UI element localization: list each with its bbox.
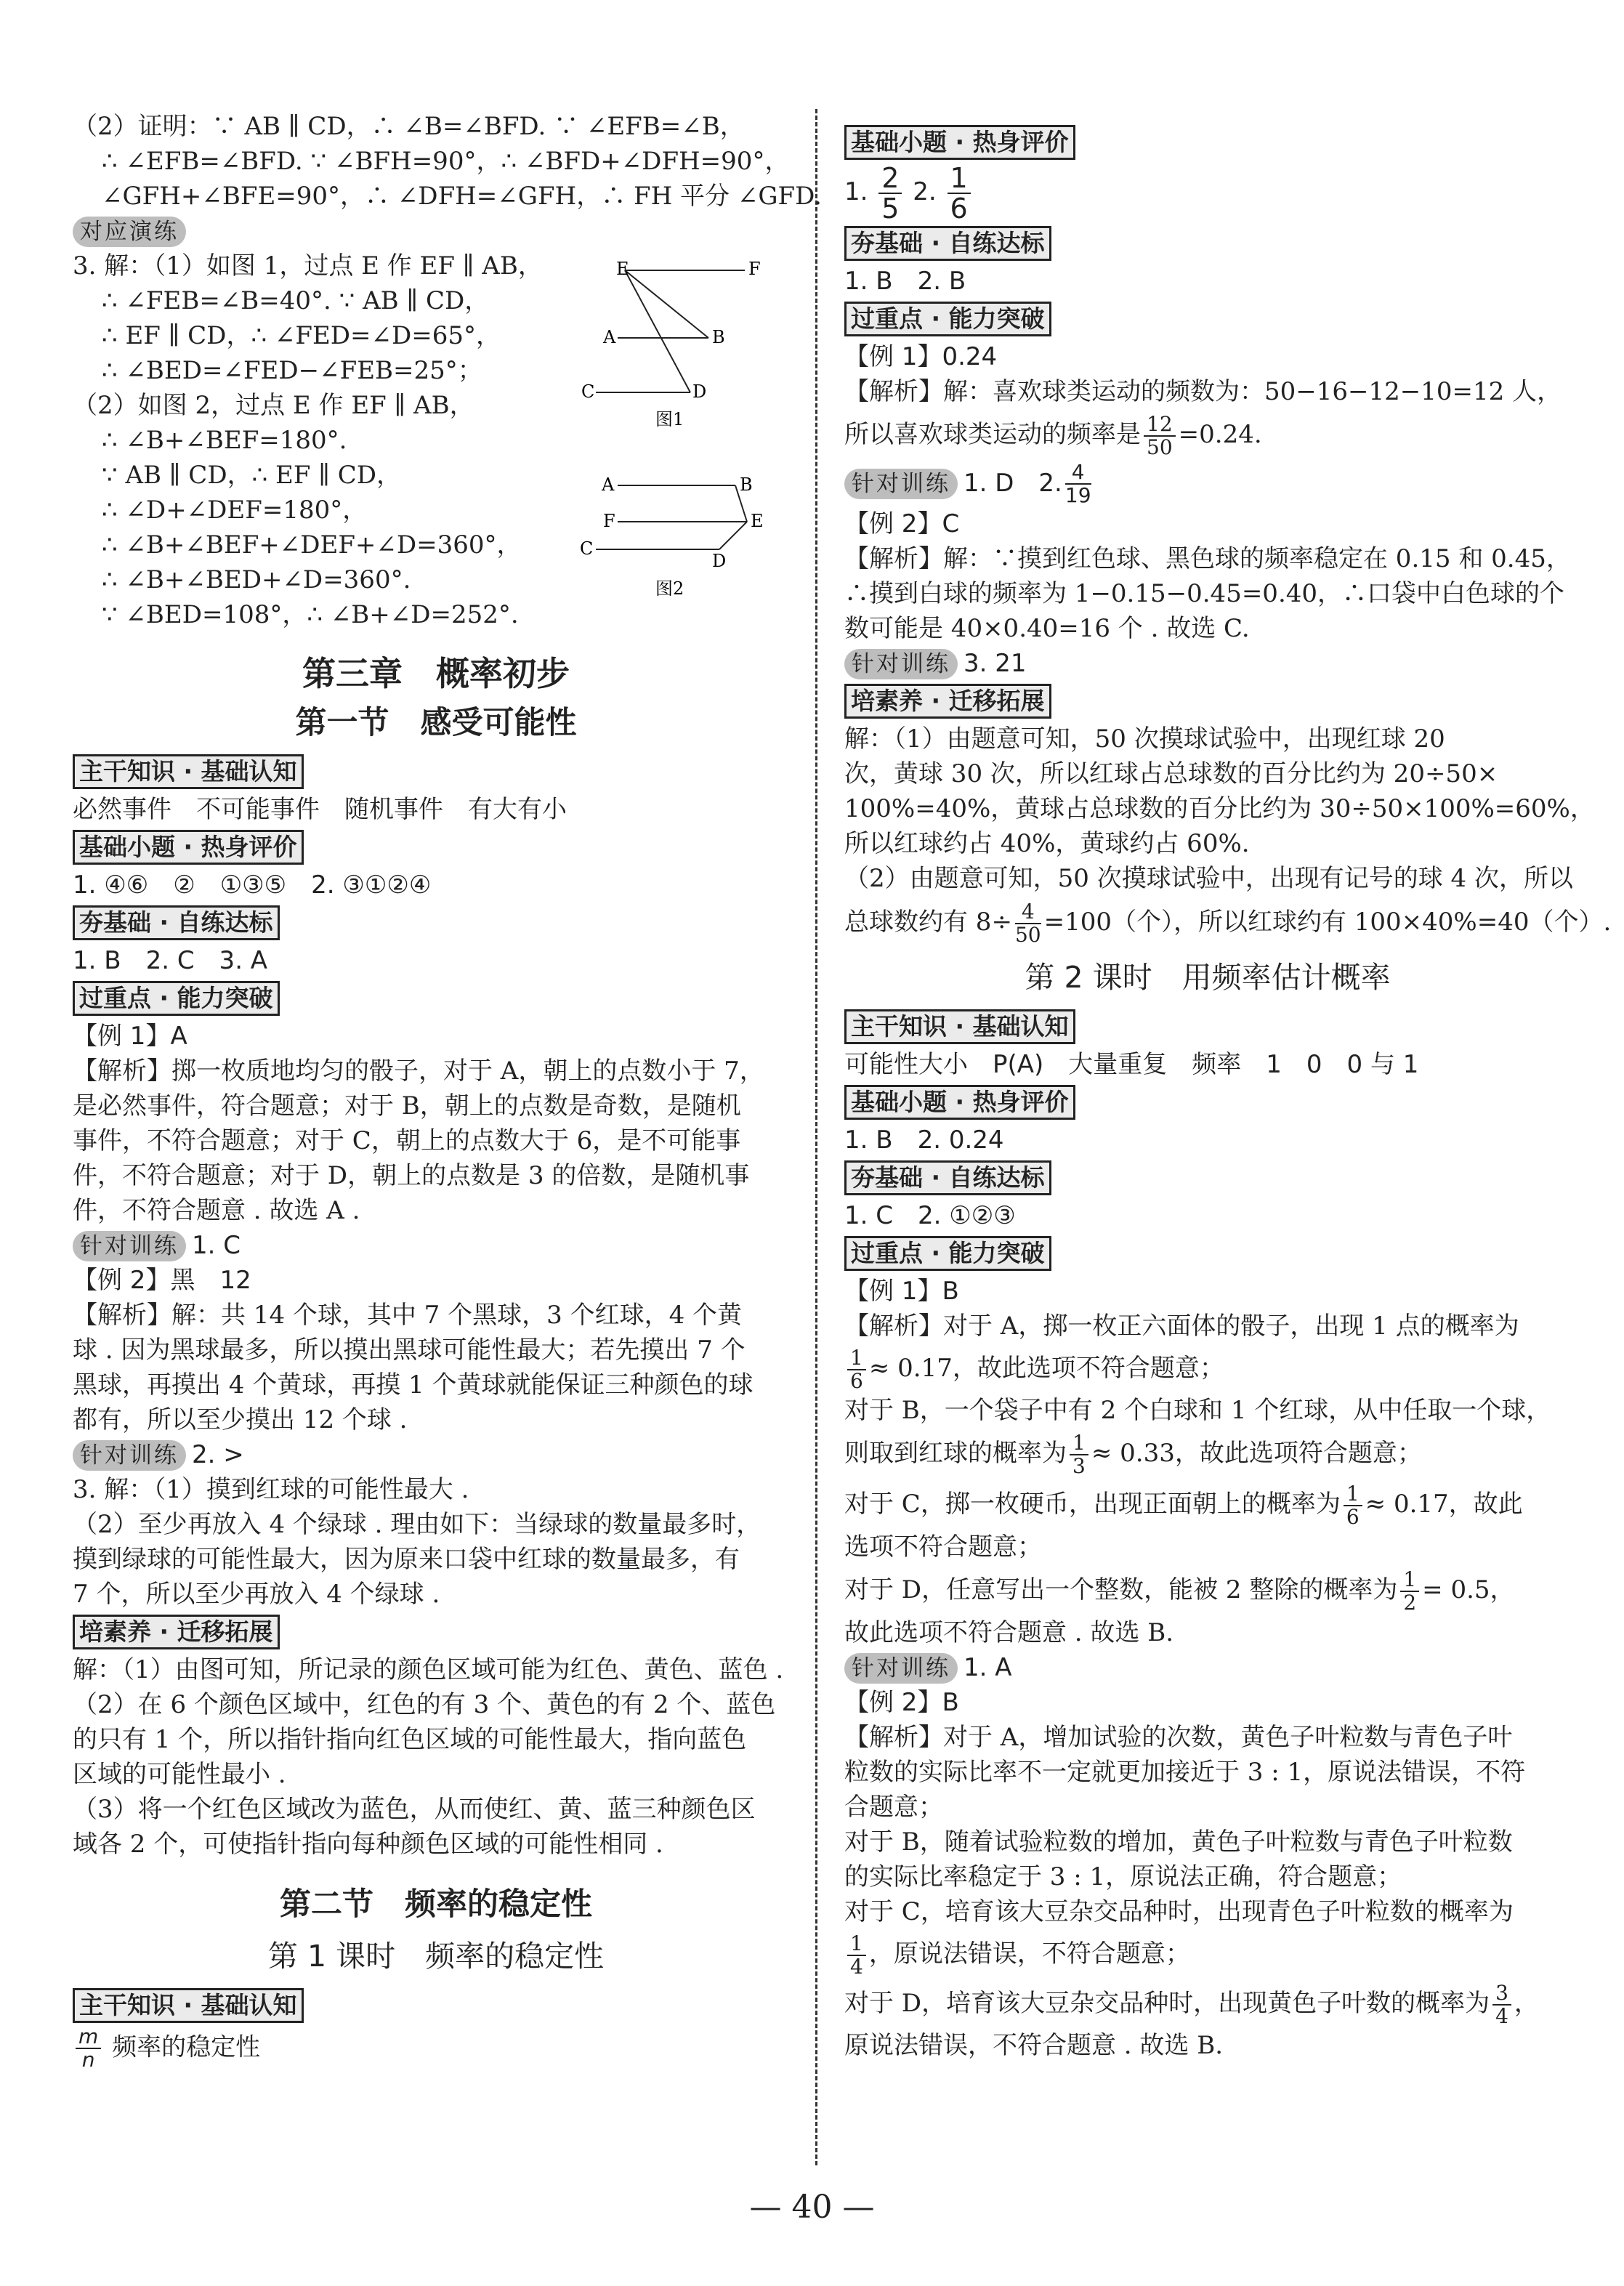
example-label: 【例 1】B xyxy=(844,1277,959,1306)
label-F: F xyxy=(603,511,615,531)
text-line: （2）如图 2，过点 E 作 EF ∥ AB， xyxy=(73,391,474,420)
section-header: 培素养 · 迁移拓展 xyxy=(73,1615,280,1649)
section-header: 过重点 · 能力突破 xyxy=(844,302,1051,336)
text-line: ∴ ∠D+∠DEF=180°， xyxy=(102,496,368,525)
training-badge: 针对训练 xyxy=(844,469,958,499)
label-A: A xyxy=(602,474,615,495)
fraction-m-over-n: $\frac{m}{n}$ xyxy=(76,2026,101,2071)
section-header: 培素养 · 迁移拓展 xyxy=(844,684,1051,719)
text-line: 球 . 因为黑球最多，所以摸出黑球可能性最大；若先摸出 7 个 xyxy=(73,1336,746,1365)
training-badge: 针对训练 xyxy=(73,1231,186,1261)
text-line: 是必然事件，符合题意；对于 B，朝上的点数是奇数，是随机 xyxy=(73,1091,741,1120)
text-line: 【解析】解：∵摸到红色球、黑色球的频率稳定在 0.15 和 0.45， xyxy=(844,544,1571,573)
text-line: ∴ ∠FEB=∠B=40°. ∵ AB ∥ CD， xyxy=(102,286,490,315)
training-badge: 针对训练 xyxy=(73,1440,186,1471)
text-line: 【解析】解：共 14 个球，其中 7 个黑球，3 个红球，4 个黄 xyxy=(73,1301,743,1330)
figure-caption: 图2 xyxy=(655,578,684,599)
text-line: ∴ ∠B+∠BED+∠D=360°. xyxy=(102,565,411,594)
text-line: ∴ EF ∥ CD，∴ ∠FED=∠D=65°， xyxy=(102,321,501,350)
section-header: 主干知识 · 基础认知 xyxy=(73,1988,304,2023)
example-label: 【例 1】A xyxy=(73,1022,187,1051)
label-D: D xyxy=(692,381,707,402)
text-line: 件，不符合题意；对于 D，朝上的点数是 3 的倍数，是随机事 xyxy=(73,1161,750,1190)
text-line: （2）证明：∵ AB ∥ CD，∴ ∠B=∠BFD. ∵ ∠EFB=∠B， xyxy=(73,112,745,141)
figure-2-diagram xyxy=(574,472,770,603)
text-line: （2）至少再放入 4 个绿球 . 理由如下：当绿球的数量最多时， xyxy=(73,1510,761,1539)
fraction: $\frac{1}{6}$ xyxy=(948,163,971,223)
fraction: $\frac{1}{4}$ xyxy=(847,1933,866,1978)
text-line: 对于 D，培育该大豆杂交品种时，出现黄色子叶数的概率为 $\frac{3}{4}$ ， xyxy=(844,1981,1539,2028)
section-header: 过重点 · 能力突破 xyxy=(73,981,280,1016)
text-line: 对于 B，随着试验粒数的增加，黄色子叶粒数与青色子叶粒数 xyxy=(844,1827,1513,1857)
text-line: （2）由题意可知，50 次摸球试验中，出现有记号的球 4 次，所以 xyxy=(844,864,1573,893)
figure-1 xyxy=(574,254,770,432)
text-line: 事件，不符合题意；对于 C，朝上的点数大于 6，是不可能事 xyxy=(73,1126,741,1155)
text-line: ∴ ∠EFB=∠BFD. ∵ ∠BFH=90°，∴ ∠BFD+∠DFH=90°， xyxy=(102,147,790,176)
label-F: F xyxy=(748,259,761,279)
text-line: 【解析】对于 A，掷一枚正六面体的骰子，出现 1 点的概率为 xyxy=(844,1312,1519,1341)
example-label: 【例 2】黑 12 xyxy=(73,1266,251,1295)
text-line: 的只有 1 个，所以指针指向红色区域的可能性最大，指向蓝色 xyxy=(73,1725,747,1754)
text-line: ∵ ∠BED=108°，∴ ∠B+∠D=252°. xyxy=(102,600,519,629)
label-C: C xyxy=(580,538,594,559)
label-B: B xyxy=(740,474,753,495)
text-line: 黑球，再摸出 4 个黄球，再摸 1 个黄球就能保证三种颜色的球 xyxy=(73,1370,754,1400)
lesson-title: 第 1 课时 频率的稳定性 xyxy=(267,1939,605,1974)
section-header: 基础小题 · 热身评价 xyxy=(844,125,1075,160)
label-E: E xyxy=(616,259,629,279)
answer-text: 2. > xyxy=(192,1440,244,1469)
fraction: $\frac{1}{2}$ xyxy=(1400,1569,1419,1614)
section-header: 过重点 · 能力突破 xyxy=(844,1236,1051,1271)
label-A: A xyxy=(603,327,616,347)
answer-text: 3. 21 xyxy=(964,649,1027,678)
text-line: （3）将一个红色区域改为蓝色，从而使红、黄、蓝三种颜色区 xyxy=(73,1795,756,1824)
answer-line: 必然事件 不可能事件 随机事件 有大有小 xyxy=(73,795,567,824)
label-D: D xyxy=(712,551,727,571)
practice-badge: 对应演练 xyxy=(73,217,186,247)
answer-line: 1. B 2. B xyxy=(844,266,966,296)
answer-text: 1. A xyxy=(964,1653,1012,1682)
text-line: ∵ AB ∥ CD，∴ EF ∥ CD， xyxy=(102,461,402,490)
text-line: （2）在 6 个颜色区域中，红色的有 3 个、黄色的有 2 个、蓝色 xyxy=(73,1690,776,1719)
label-C: C xyxy=(581,381,595,402)
answer-line: 1. ④⑥ ② ①③⑤ 2. ③①②④ xyxy=(73,871,432,900)
text-line: 域各 2 个，可使指针指向每种颜色区域的可能性相同 . xyxy=(73,1830,663,1859)
text-line: 【解析】对于 A，增加试验的次数，黄色子叶粒数与青色子叶 xyxy=(844,1723,1513,1752)
text-line: 对于 D，任意写出一个整数，能被 2 整除的概率为 $\frac{1}{2}$ = 0.5， xyxy=(844,1567,1515,1615)
text-line: 选项不符合题意； xyxy=(844,1532,1042,1562)
fraction: $\frac{4}{50}$ xyxy=(1014,900,1041,947)
text-line: 摸到绿球的可能性最大，因为原来口袋中红球的数量最多，有 xyxy=(73,1545,740,1574)
text-line: 7 个，所以至少再放入 4 个绿球 . xyxy=(73,1580,440,1609)
answer-line: 可能性大小 P(A) 大量重复 频率 1 0 0 与 1 xyxy=(844,1050,1419,1079)
text-line: 【解析】掷一枚质地均匀的骰子，对于 A，朝上的点数小于 7， xyxy=(73,1057,764,1086)
text-line: 3. 解：（1）摸到红球的可能性最大 . xyxy=(73,1475,469,1504)
fraction: $\frac{12}{50}$ xyxy=(1144,413,1176,459)
lesson-title: 第 2 课时 用频率估计概率 xyxy=(1025,960,1391,995)
training-badge: 针对训练 xyxy=(844,649,958,679)
figure-2 xyxy=(574,472,770,606)
answer-line: 1. C 2. ①②③ xyxy=(844,1201,1016,1230)
column-divider xyxy=(815,109,817,2165)
training-badge: 针对训练 xyxy=(844,1653,958,1684)
chapter-title: 第三章 概率初步 xyxy=(302,654,570,693)
text-line: 件，不符合题意 . 故选 A . xyxy=(73,1196,360,1225)
example-label: 【例 2】B xyxy=(844,1688,959,1717)
fraction: $\frac{1}{6}$ xyxy=(1344,1483,1362,1528)
fraction: $\frac{4}{19}$ xyxy=(1065,460,1091,507)
text-line: 解：（1）由图可知，所记录的颜色区域可能为红色、黄色、蓝色 . xyxy=(73,1655,784,1684)
page-number: — 40 — xyxy=(749,2189,875,2226)
answer-text: 1. C xyxy=(192,1231,241,1260)
text-line: 对于 C，培育该大豆杂交品种时，出现青色子叶粒数的概率为 xyxy=(844,1897,1514,1926)
section-title: 第二节 频率的稳定性 xyxy=(280,1886,592,1923)
text-line: 所以红球约占 40%，黄球约占 60%. xyxy=(844,829,1250,858)
example-label: 【例 1】0.24 xyxy=(844,342,998,371)
section-header: 夯基础 · 自练达标 xyxy=(73,905,280,940)
section-header: 夯基础 · 自练达标 xyxy=(844,226,1051,261)
text-line: 100%=40%，黄球占总球数的百分比约为 30÷50×100%=60%， xyxy=(844,794,1595,823)
text-line: 次，黄球 30 次，所以红球占总球数的百分比约为 20÷50× xyxy=(844,759,1498,788)
text-line: 对于 B，一个袋子中有 2 个白球和 1 个红球，从中任取一个球， xyxy=(844,1396,1551,1425)
text-line: ∴ ∠BED=∠FED−∠FEB=25°； xyxy=(102,356,482,385)
text-line: 解：（1）由题意可知，50 次摸球试验中，出现红球 20 xyxy=(844,724,1445,754)
text-line: 3. 解：（1）如图 1，过点 E 作 EF ∥ AB， xyxy=(73,251,543,280)
fraction: $\frac{1}{3}$ xyxy=(1070,1432,1088,1477)
right-column xyxy=(844,122,1612,2063)
text-line: 数可能是 40×0.40=16 个 . 故选 C. xyxy=(844,614,1250,643)
text-line: 粒数的实际比率不一定就更加接近于 3 : 1，原说法错误，不符 xyxy=(844,1758,1526,1787)
section-title: 第一节 感受可能性 xyxy=(295,705,577,741)
figure-1-diagram xyxy=(574,254,770,429)
text-line: 对于 C，掷一枚硬币，出现正面朝上的概率为 $\frac{1}{6}$ ≈ 0.17，故此 xyxy=(844,1482,1523,1529)
section-header: 主干知识 · 基础认知 xyxy=(844,1009,1075,1044)
answer-text: 频率的稳定性 xyxy=(112,2032,261,2062)
text-line: $\frac{1}{4}$ ，原说法错误，不符合题意； xyxy=(844,1929,1571,1979)
fraction: $\frac{1}{6}$ xyxy=(847,1347,866,1392)
fraction: $\frac{2}{5}$ xyxy=(878,163,902,223)
text-line: 都有，所以至少摸出 12 个球 . xyxy=(73,1405,408,1434)
text-line: 原说法错误，不符合题意 . 故选 B. xyxy=(844,2031,1224,2060)
answer-line: 1. B 2. C 3. A xyxy=(73,946,268,975)
text-line: ∠GFH+∠BFE=90°，∴ ∠DFH=∠GFH，∴ FH 平分 ∠GFD. xyxy=(102,182,822,211)
answer-text: 1. xyxy=(844,177,868,206)
text-line: 的实际比率稳定于 3 : 1，原说法正确，符合题意； xyxy=(844,1862,1402,1891)
figure-caption: 图1 xyxy=(655,409,684,429)
section-header: 夯基础 · 自练达标 xyxy=(844,1160,1051,1195)
text-line: 故此选项不符合题意 . 故选 B. xyxy=(844,1618,1174,1647)
section-header: 基础小题 · 热身评价 xyxy=(844,1085,1075,1120)
text-line: ∴摸到白球的频率为 1−0.15−0.45=0.40，∴口袋中白色球的个 xyxy=(844,579,1565,608)
section-header: 主干知识 · 基础认知 xyxy=(73,754,304,789)
text-line: 所以喜欢球类运动的频率是 $\frac{12}{50}$ =0.24. xyxy=(844,411,1262,459)
label-E: E xyxy=(751,511,764,531)
text-line: $\frac{1}{6}$ ≈ 0.17，故此选项不符合题意； xyxy=(844,1344,1571,1393)
text-line: 总球数约有 8÷ $\frac{4}{50}$ =100（个），所以红球约有 100×40%=40（个）. xyxy=(844,900,1612,947)
fraction: $\frac{3}{4}$ xyxy=(1492,1982,1511,2027)
label-B: B xyxy=(712,327,725,347)
section-header: 基础小题 · 热身评价 xyxy=(73,830,304,865)
answer-line: 1. B 2. 0.24 xyxy=(844,1126,1004,1155)
example-label: 【例 2】C xyxy=(844,509,960,538)
text-line: ∴ ∠B+∠BEF+∠DEF+∠D=360°， xyxy=(102,530,522,560)
answer-text: 2. xyxy=(913,177,937,206)
text-line: 则取到红球的概率为 $\frac{1}{3}$ ≈ 0.33，故此选项符合题意； xyxy=(844,1431,1422,1478)
text-line: 【解析】解：喜欢球类运动的频数为：50−16−12−10=12 人， xyxy=(844,376,1562,406)
text-line: 区域的可能性最小 . xyxy=(73,1760,286,1789)
text-line: 合题意； xyxy=(844,1793,943,1822)
answer-text: 1. D 2. xyxy=(964,468,1062,498)
text-line: ∴ ∠B+∠BEF=180°. xyxy=(102,426,347,455)
